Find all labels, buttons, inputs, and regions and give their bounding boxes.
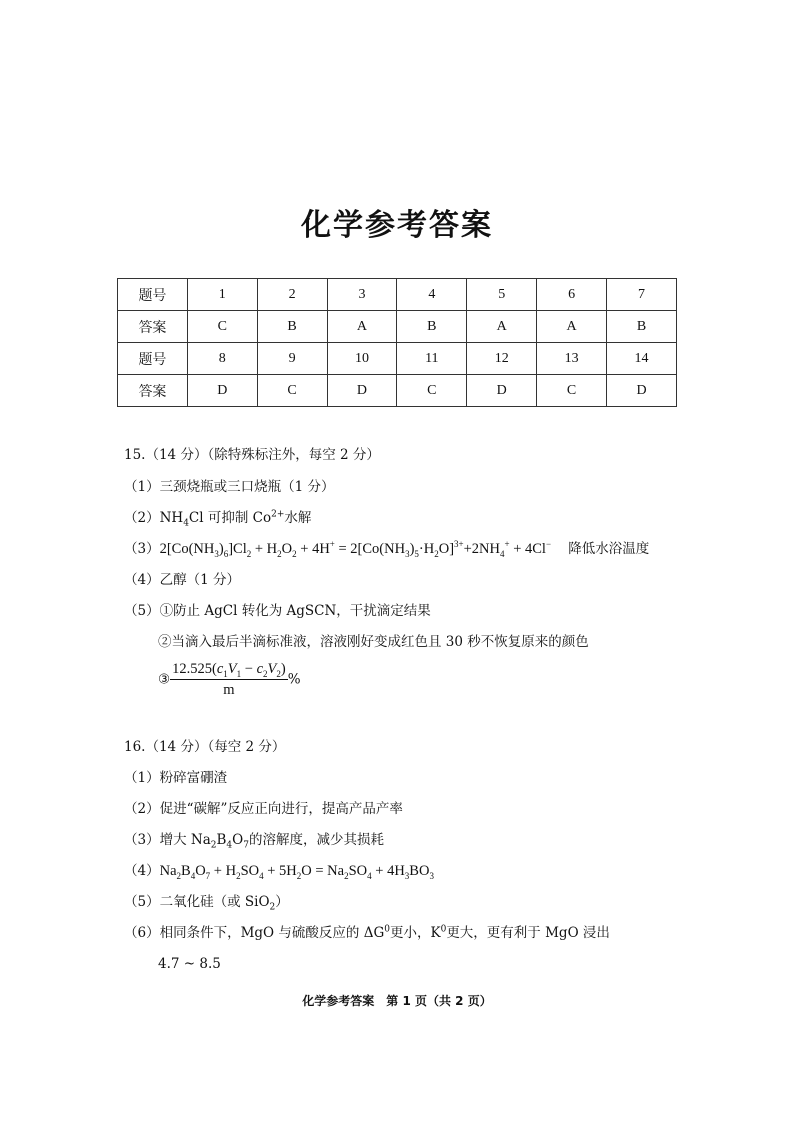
- q16-answer-2: （2）促进“碳解”反应正向进行，提高产品产率: [124, 801, 403, 817]
- table-row-header: 题号: [118, 343, 188, 375]
- table-cell: A: [537, 311, 607, 343]
- table-cell: B: [257, 311, 327, 343]
- q15-answer-5-2: ②当滴入最后半滴标准液，溶液刚好变成红色且 30 秒不恢复原来的颜色: [158, 634, 589, 650]
- table-cell: D: [187, 375, 257, 407]
- q16-answer-1: （1）粉碎富硼渣: [124, 770, 228, 786]
- table-cell: A: [467, 311, 537, 343]
- table-cell: 4: [397, 279, 467, 311]
- answer-table: [117, 278, 677, 407]
- table-cell: 12: [467, 343, 537, 375]
- table-cell: 5: [467, 279, 537, 311]
- q15-answer-1: （1）三颈烧瓶或三口烧瓶（1 分）: [124, 479, 335, 495]
- table-cell: C: [397, 375, 467, 407]
- table-row-header: 题号: [118, 279, 188, 311]
- page-title: 化学参考答案: [301, 208, 493, 243]
- table-cell: C: [257, 375, 327, 407]
- table-cell: 11: [397, 343, 467, 375]
- table-cell: D: [467, 375, 537, 407]
- q15-answer-3: $(3)2[Co(NH_3)_6]Cl_2 + H_2O_2 + 4H^+ = 2[Co(NH_3)_5\cdot H_2O]^{3+}+2NH_4^+ + 4Cl^-$ 降低水浴温度: [124, 539, 650, 559]
- q15-answer-5-1: （5）①防止 AgCl 转化为 AgSCN，干扰滴定结果: [124, 603, 431, 619]
- table-cell: 9: [257, 343, 327, 375]
- table-cell: D: [607, 375, 677, 407]
- table-cell: 8: [187, 343, 257, 375]
- q16-answer-5: （5）二氧化硅（或 SiO$_2$）: [124, 894, 289, 913]
- table-cell: 2: [257, 279, 327, 311]
- table-cell: C: [537, 375, 607, 407]
- table-cell: B: [607, 311, 677, 343]
- q16-header: 16.（14 分）（每空 2 分）: [124, 739, 286, 755]
- table-cell: 6: [537, 279, 607, 311]
- table-cell: 1: [187, 279, 257, 311]
- q15-answer-4: （4）乙醇（1 分）: [124, 572, 240, 588]
- table-cell: 10: [327, 343, 397, 375]
- q16-answer-6: （6）相同条件下，MgO 与硫酸反应的 $\Delta G^0$更小，$K^0$更大，更有利于 MgO 浸出: [124, 924, 610, 941]
- table-cell: 13: [537, 343, 607, 375]
- table-row-header: 答案: [118, 375, 188, 407]
- table-cell: B: [397, 311, 467, 343]
- q16-answer-3: （3）增大 $Na_2B_4O_7$的溶解度，减少其损耗: [124, 832, 384, 851]
- table-cell: 7: [607, 279, 677, 311]
- q15-header: 15.（14 分）（除特殊标注外，每空 2 分）: [124, 447, 380, 463]
- formula-fraction: $\frac{12.525(c_1V_1 - c_2V_2)}{m}$: [172, 661, 286, 698]
- table-cell: D: [327, 375, 397, 407]
- table-cell: C: [187, 311, 257, 343]
- q16-answer-4: $(4)Na_2B_4O_7 + H_2SO_4 + 5H_2O = Na_2SO_4 + 4H_3BO_3$: [124, 863, 434, 881]
- q15-answer-5-3: ③ $\frac{12.525(c_1V_1 - c_2V_2)}{m}$ %: [158, 661, 301, 698]
- table-row: [118, 279, 677, 311]
- table-cell: 3: [327, 279, 397, 311]
- q15-answer-3-note: 降低水浴温度: [568, 541, 650, 557]
- table-cell: 14: [607, 343, 677, 375]
- q15-answer-2: $(2)NH_4Cl$ 可抑制 $Co^{2+}$水解: [124, 509, 312, 529]
- table-cell: A: [327, 311, 397, 343]
- table-row: [118, 311, 677, 343]
- table-row: [118, 375, 677, 407]
- table-row-header: 答案: [118, 311, 188, 343]
- table-row: [118, 343, 677, 375]
- page-footer: 化学参考答案 第 1 页（共 2 页）: [302, 994, 492, 1008]
- q16-answer-6-range: 4.7 ~ 8.5: [158, 956, 221, 972]
